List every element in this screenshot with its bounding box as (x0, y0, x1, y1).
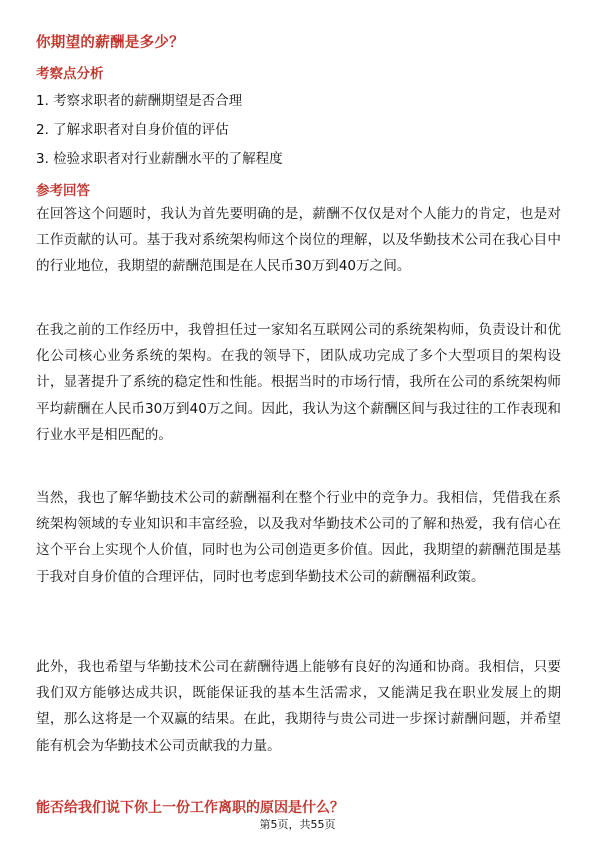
page-footer: 第5页，共55页 (259, 818, 336, 831)
answer-heading: 参考回答 (36, 183, 90, 199)
answer-paragraph-4: 此外，我也希望与华勤技术公司在薪酬待遇上能够有良好的沟通和协商。我相信，只要我们双方能够达成共识，既能保证我的基本生活需求，又能满足我在职业发展上的期望，那么这将是一个双赢的结果。在此，我期待与贵公司进一步探讨薪酬问题，并希望能有机会为华勤技术公司贡献我的力量。 (36, 659, 561, 754)
answer-paragraph-2: 在我之前的工作经历中，我曾担任过一家知名互联网公司的系统架构师，负责设计和优化公司核心业务系统的架构。在我的领导下，团队成功完成了多个大型项目的架构设计，显著提升了系统的稳定性和性能。根据当时的市场行情，我所在公司的系统架构师平均薪酬在人民币30万到40万之间。因此，我认为这个薪酬区间与我过往的工作表现和行业水平是相匹配的。 (36, 322, 561, 443)
question-title: 你期望的薪酬是多少？ (36, 35, 184, 51)
analysis-point-3: 3. 检验求职者对行业薪酬水平的了解程度 (36, 151, 283, 167)
analysis-heading: 考察点分析 (36, 66, 104, 82)
analysis-point-2: 2. 了解求职者对自身价值的评估 (36, 122, 229, 138)
analysis-point-1: 1. 考察求职者的薪酬期望是否合理 (36, 93, 243, 109)
next-question-title: 能否给我们说下你上一份工作离职的原因是什么？ (36, 800, 344, 816)
answer-paragraph-1: 在回答这个问题时，我认为首先要明确的是，薪酬不仅仅是对个人能力的肯定，也是对工作贡献的认可。基于我对系统架构师这个岗位的理解，以及华勤技术公司在我心目中的行业地位，我期望的薪酬范围是在人民币30万到40万之间。 (36, 206, 561, 275)
answer-paragraph-3: 当然，我也了解华勤技术公司的薪酬福利在整个行业中的竞争力。我相信，凭借我在系统架构领域的专业知识和丰富经验，以及我对华勤技术公司的了解和热爱，我有信心在这个平台上实现个人价值，同时也为公司创造更多价值。因此，我期望的薪酬范围是基于我对自身价值的合理评估，同时也考虑到华勤技术公司的薪酬福利政策。 (36, 490, 561, 585)
